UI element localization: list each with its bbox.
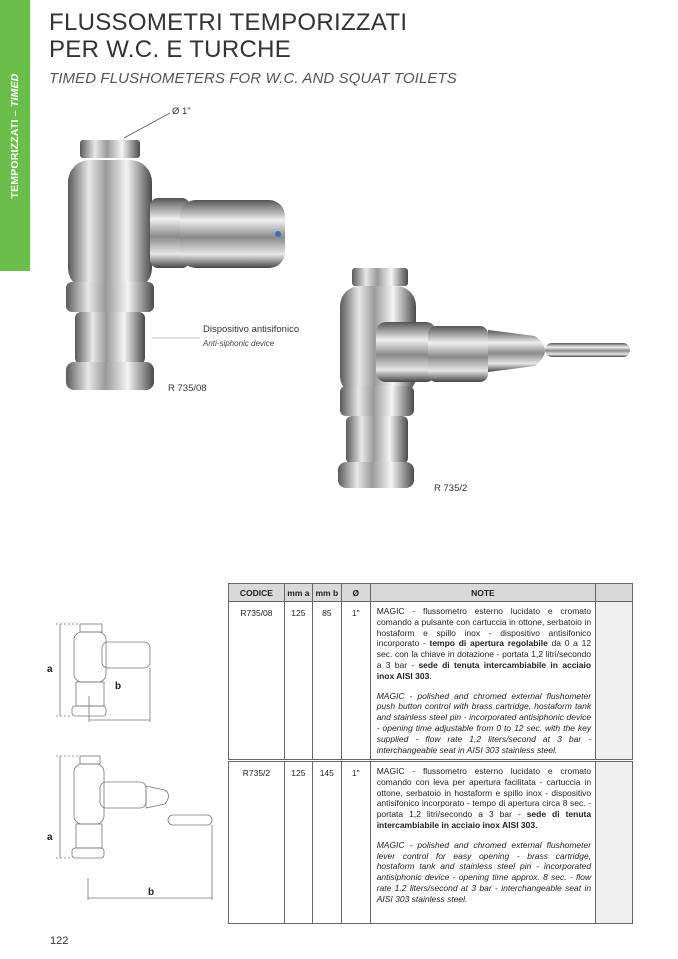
header-note: NOTE	[370, 584, 595, 602]
header-code: CODICE	[229, 584, 285, 602]
dim-a-label-1: a	[47, 664, 53, 675]
row1-note: MAGIC - flussometro esterno lucidato e cromato comando a pulsante con cartuccia in ottone, serbatoio in hostaform e spillo inox - dispositivo antisifonico incorporato - tempo di apertura regolabile da 0 a 12 sec. con la chiave in dotazione - portata 1,2 litri/secondo a 3 bar - sede di tenuta intercambiabile in acciaio inox AISI 303. MAGIC - polished and chromed external flushometer push button control with brass cartridge, hostaform tank and stainless steel pin - incorporated antisiphonic device - opening time adjustable from 0 to 12 sec. with the key supplied - flow rate 1,2 liters/second at 3 bar - interchangeable seat in AISI 303 stainless steel.	[370, 602, 595, 760]
header-diameter: Ø	[341, 584, 370, 602]
row2-mm-a: 125	[284, 762, 312, 924]
header-mm-a: mm a	[284, 584, 312, 602]
device-label-it: Dispositivo antisifonico	[203, 324, 300, 335]
page-title-line2: PER W.C. E TURCHE	[49, 36, 292, 63]
row1-mm-b: 85	[312, 602, 341, 760]
flushometer-r735-08-image	[66, 113, 285, 390]
page-subtitle: TIMED FLUSHOMETERS FOR W.C. AND SQUAT TOILETS	[49, 70, 457, 87]
dim-a-label-2: a	[47, 832, 53, 843]
dim-b-label-2: b	[148, 887, 155, 898]
side-tab-label: TEMPORIZZATI – TIMED	[9, 72, 21, 199]
device-label-en: Anti-siphonic device	[203, 339, 275, 348]
table-row	[229, 602, 633, 760]
row2-mm-b: 145	[312, 762, 341, 924]
product1-code-label: R 735/08	[168, 383, 207, 394]
header-mm-b: mm b	[312, 584, 341, 602]
row1-code: R735/08	[229, 602, 285, 760]
dim-b-label-1: b	[115, 681, 122, 692]
table-row	[229, 762, 633, 924]
table-header-row	[229, 584, 633, 602]
dimension-diagrams	[40, 610, 220, 910]
diameter-label: Ø 1"	[172, 106, 191, 117]
row2-code: R735/2	[229, 762, 285, 924]
row2-note: MAGIC - flussometro esterno lucidato e cromato comando con leva per apertura facilitata - cartuccia in ottone, serbatoio in hostaform e spillo inox - dispositivo antisifonico incorporato - tempo di apertura circa 8 sec. - portata 1,2 litri/secondo a 3 bar - sede di tenuta intercambiabile in acciaio inox AISI 303. MAGIC - polished and chromed external flushometer lever control for easy opening - brass cartridge, hostaform tank and stainless steel pin - incorporated antisiphonic device - opening time approx. 8 sec. - flow rate 1.2 liters/second at 3 bar - interchangeable seat in AISI 303 stainless steel.	[370, 762, 595, 924]
spec-table	[228, 583, 633, 760]
diagram-r735-2	[56, 756, 212, 900]
product2-code-label: R 735/2	[434, 483, 468, 494]
header-extra	[596, 584, 633, 602]
spec-table-2	[228, 761, 633, 924]
page-title-line1: FLUSSOMETRI TEMPORIZZATI	[49, 9, 408, 36]
diagram-r735-08	[56, 624, 150, 722]
row1-mm-a: 125	[284, 602, 312, 760]
row2-diameter: 1"	[341, 762, 370, 924]
row1-diameter: 1"	[341, 602, 370, 760]
flushometer-r735-2-image	[338, 268, 630, 488]
page-number: 122	[50, 935, 69, 947]
